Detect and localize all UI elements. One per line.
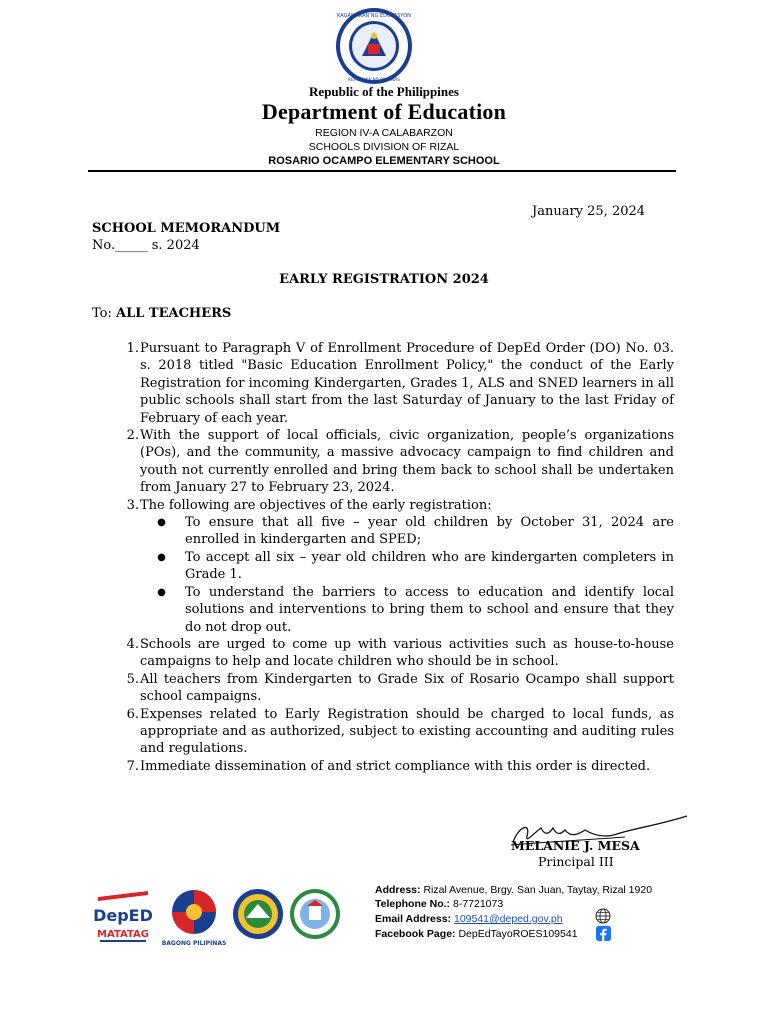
memo-subject: EARLY REGISTRATION 2024 — [279, 272, 489, 287]
item-text: All teachers from Kindergarten to Grade Six of Rosario Ocampo shall support school campaigns. — [140, 671, 674, 705]
region-line: REGION IV-A CALABARZON — [315, 127, 453, 139]
list-item — [92, 706, 674, 758]
matatag-logo-text: MATATAG — [97, 929, 149, 940]
bagong-logo-text: BAGONG PILIPINAS — [162, 940, 226, 947]
list-item — [92, 340, 674, 427]
item-text: Immediate dissemination of and strict compliance with this order is directed. — [140, 758, 651, 774]
facebook-icon — [596, 926, 611, 941]
division-line: SCHOOLS DIVISION OF RIZAL — [308, 141, 460, 153]
to-label: To: — [92, 306, 112, 321]
item-text: With the support of local officials, civic organization, people’s organizations (POs), and the community, a massive advocacy campaign to find children and youth not currently enrolled and bring them back to school shall be undertaken from January 27 to February 23, 2024. — [140, 428, 674, 496]
list-item — [92, 758, 674, 775]
facebook-line — [375, 928, 578, 940]
item-number: 3. — [126, 497, 139, 513]
memo-number: No._____ s. 2024 — [92, 238, 200, 253]
objective-text: To accept all six – year old children who are kindergarten completers in Grade 1. — [185, 549, 674, 583]
objective-text: To ensure that all five – year old children by October 31, 2024 are enrolled in kindergarten and SPED; — [185, 515, 674, 548]
school-seal-logo — [289, 888, 341, 940]
list-item — [92, 636, 674, 671]
item-text: Pursuant to Paragraph V of Enrollment Procedure of DepEd Order (DO) No. 03. s. 2018 titled "Basic Education Enrollment Policy," the conduct of the Early Registration for incoming Kindergarten, Grades 1, ALS and SNED learners in all public schools shall start from the last Saturday of January to the last Friday of February of each year. — [140, 341, 674, 426]
facebook-value: DepEdTayoROES109541 — [458, 928, 578, 940]
division-seal-logo — [232, 888, 284, 940]
address-value: Rizal Avenue, Brgy. San Juan, Taytay, Rizal 1920 — [423, 884, 653, 896]
deped-logo-text: DepED — [93, 906, 153, 925]
seal-text-top: KAGAWARAN NG EDUKASYON — [337, 13, 411, 19]
telephone-value: 8-7721073 — [452, 898, 504, 910]
republic-line: Republic of the Philippines — [309, 84, 459, 99]
department-title: Department of Education — [261, 99, 507, 124]
deped-seal-logo — [333, 6, 415, 86]
telephone-line — [375, 898, 503, 910]
item-text: Schools are urged to come up with various activities such as house-to-house campaigns to help and locate children who should be in school. — [140, 636, 674, 670]
item-number: 2. — [126, 428, 139, 444]
telephone-label: Telephone No.: — [375, 898, 451, 910]
facebook-label: Facebook Page: — [375, 928, 456, 940]
bagong-pilipinas-logo — [162, 886, 226, 948]
item-number: 1. — [126, 341, 139, 356]
item-number: 7. — [126, 758, 139, 774]
list-item — [92, 497, 674, 514]
globe-icon — [595, 908, 611, 924]
objective-text: To understand the barriers to access to education and identify local solutions and interventions to bring them to school and ensure that they do not drop out. — [185, 584, 674, 635]
bullet-icon: ● — [157, 517, 166, 529]
address-label: Address: — [375, 884, 421, 896]
email-link[interactable]: 109541@deped.gov.ph — [453, 913, 563, 925]
bullet-icon: ● — [157, 586, 166, 598]
item-number: 6. — [126, 706, 139, 722]
memo-body — [92, 340, 674, 775]
signatory-title: Principal III — [538, 854, 614, 869]
email-label: Email Address: — [375, 913, 452, 925]
item-number: 4. — [126, 636, 139, 652]
item-text: The following are objectives of the early registration: — [140, 497, 492, 513]
item-text: Expenses related to Early Registration should be charged to local funds, as appropriate and as authorized, subject to existing accounting and auditing rules and regulations. — [140, 706, 674, 757]
address-line — [375, 884, 652, 896]
seal-text-bottom: REPUBLIKA NG PILIPINAS — [348, 77, 400, 82]
signatory-name: MELANIE J. MESA — [511, 838, 640, 853]
list-item — [92, 427, 674, 497]
item-number: 5. — [126, 671, 139, 687]
memo-title: SCHOOL MEMORANDUM — [92, 221, 281, 236]
list-item — [92, 671, 674, 706]
header-divider — [88, 170, 676, 172]
deped-matatag-logo — [92, 887, 154, 947]
school-name: ROSARIO OCAMPO ELEMENTARY SCHOOL — [268, 155, 500, 167]
email-line — [375, 913, 563, 925]
memo-date: January 25, 2024 — [532, 204, 646, 219]
to-value: ALL TEACHERS — [116, 306, 232, 321]
objective-item — [139, 549, 674, 584]
objective-item — [139, 514, 674, 549]
bullet-icon: ● — [157, 551, 166, 563]
objective-item — [139, 584, 674, 636]
memo-recipient — [92, 306, 231, 321]
objectives-list — [139, 514, 674, 636]
